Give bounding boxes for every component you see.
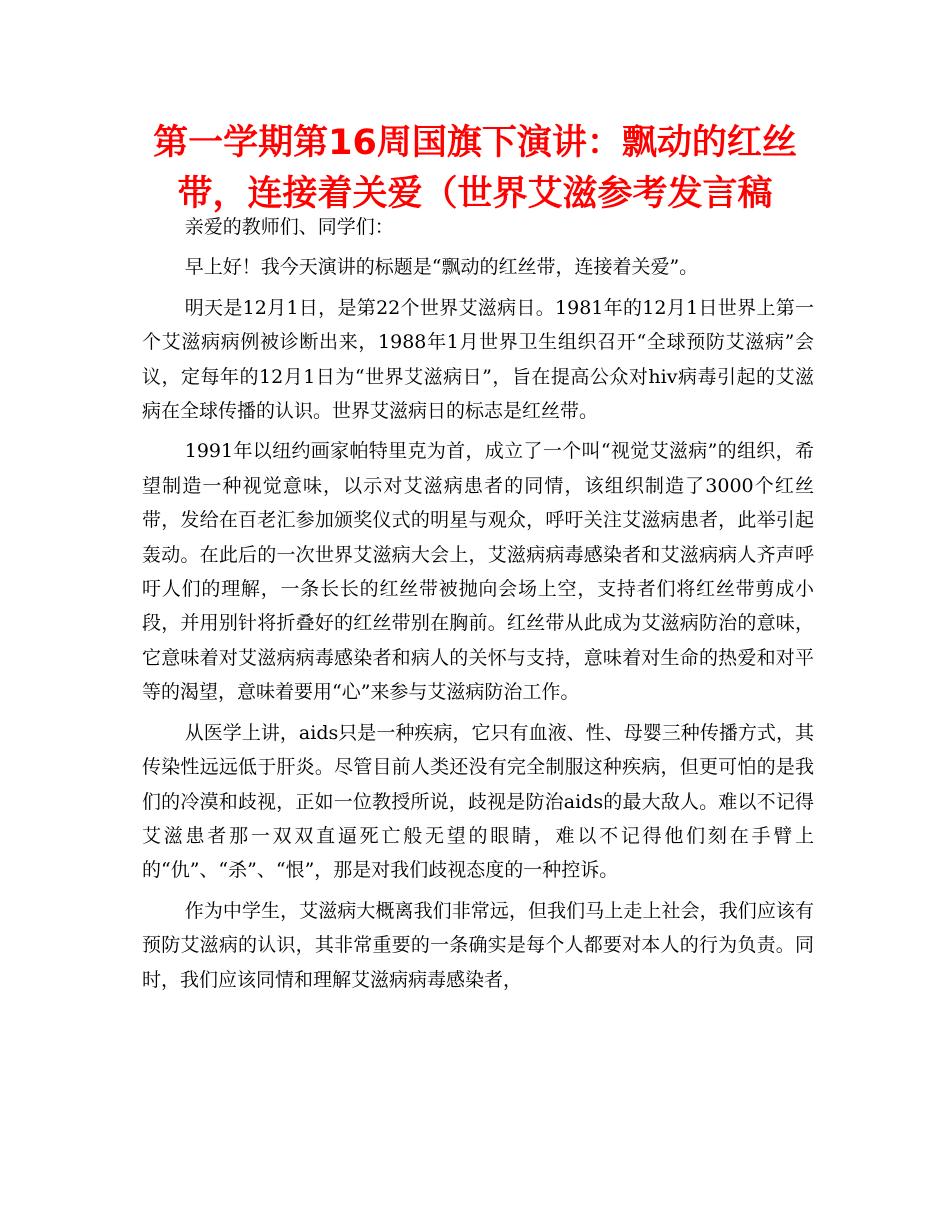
paragraph-aids-day: 明天是12月1日，是第22个世界艾滋病日。1981年的12月1日世界上第一个艾滋病病例被诊断出来，1988年1月世界卫生组织召开“全球预防艾滋病”会议，定每年的12月1日为“世界艾滋病日”，旨在提高公众对hiv病毒引起的艾滋病在全球传播的认识。世界艾滋病日的标志是红丝带。 bbox=[142, 296, 814, 423]
document-title: 第一学期第16周国旗下演讲：飘动的红丝带，连接着关爱（世界艾滋参考发言稿 bbox=[153, 123, 797, 214]
paragraph-salutation: 亲爱的教师们、同学们： bbox=[184, 216, 394, 238]
paragraph-red-ribbon-history: 1991年以纽约画家帕特里克为首，成立了一个叫“视觉艾滋病”的组织，希望制造一种视觉意味，以示对艾滋病患者的同情，该组织制造了3000个红丝带，发给在百老汇参加颁奖仪式的明星与观众，呼吁关注艾滋病患者，此举引起轰动。在此后的一次世界艾滋病大会上，艾滋病病毒感染者和艾滋病病人齐声呼吁人们的理解，一条长长的红丝带被抛向会场上空，支持者们将红丝带剪成小段，并用别针将折叠好的红丝带别在胸前。红丝带从此成为艾滋病防治的意味，它意味着对艾滋病病毒感染者和病人的关怀与支持，意味着对生命的热爱和对平等的渴望，意味着要用“心”来参与艾滋病防治工作。 bbox=[142, 440, 814, 704]
paragraph-greeting: 早上好！我今天演讲的标题是“飘动的红丝带，连接着关爱”。 bbox=[184, 256, 699, 279]
document-body bbox=[142, 210, 814, 997]
paragraph-students: 作为中学生，艾滋病大概离我们非常远，但我们马上走上社会，我们应该有预防艾滋病的认识，其非常重要的一条确实是每个人都要对本人的行为负责。同时，我们应该同情和理解艾滋病病毒感染者， bbox=[142, 899, 814, 991]
paragraph-medical-view: 从医学上讲，aids只是一种疾病，它只有血液、性、母婴三种传播方式，其传染性远远低于肝炎。尽管目前人类还没有完全制服这种疾病，但更可怕的是我们的冷漠和歧视，正如一位教授所说，歧视是防治aids的最大敌人。难以不记得艾滋患者那一双双直逼死亡般无望的眼睛，难以不记得他们刻在手臂上的“仇”、“杀”、“恨”，那是对我们歧视态度的一种控诉。 bbox=[142, 721, 814, 882]
